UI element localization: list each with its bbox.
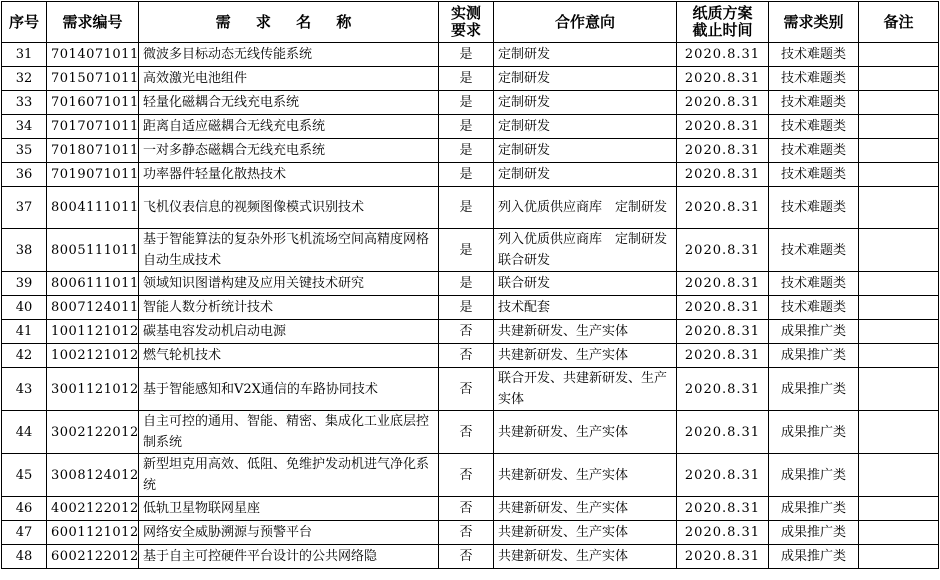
header-test: 实测 要求	[439, 2, 494, 43]
cell-category: 技术难题类	[769, 139, 859, 163]
cell-remark	[859, 344, 939, 368]
cell-name: 一对多静态磁耦合无线充电系统	[139, 139, 439, 163]
table-row	[2, 163, 939, 187]
table-row	[2, 272, 939, 296]
cell-seq: 37	[2, 187, 47, 229]
cell-seq: 38	[2, 229, 47, 272]
cell-deadline: 2020.8.31	[677, 296, 769, 320]
table-body	[2, 43, 939, 569]
cell-name: 碳基电容发动机启动电源	[139, 320, 439, 344]
table-row	[2, 411, 939, 454]
cell-code: 8005111011	[47, 229, 139, 272]
cell-seq: 35	[2, 139, 47, 163]
cell-name: 基于智能算法的复杂外形飞机流场空间高精度网格自动生成技术	[139, 229, 439, 272]
cell-code: 1001121012	[47, 320, 139, 344]
cell-test: 否	[439, 411, 494, 454]
cell-coop: 列入优质供应商库 定制研发 联合研发	[494, 229, 677, 272]
header-category: 需求类别	[769, 2, 859, 43]
cell-code: 8004111011	[47, 187, 139, 229]
cell-coop: 定制研发	[494, 91, 677, 115]
header-name: 需 求 名 称	[139, 2, 439, 43]
cell-code: 7018071011	[47, 139, 139, 163]
cell-coop: 共建新研发、生产实体	[494, 344, 677, 368]
cell-remark	[859, 163, 939, 187]
cell-coop: 定制研发	[494, 43, 677, 67]
cell-name: 基于自主可控硬件平台设计的公共网络隐	[139, 545, 439, 569]
cell-category: 技术难题类	[769, 91, 859, 115]
cell-deadline: 2020.8.31	[677, 43, 769, 67]
cell-coop: 定制研发	[494, 67, 677, 91]
cell-test: 是	[439, 139, 494, 163]
table-row	[2, 296, 939, 320]
cell-seq: 36	[2, 163, 47, 187]
cell-deadline: 2020.8.31	[677, 229, 769, 272]
cell-category: 成果推广类	[769, 411, 859, 454]
cell-remark	[859, 521, 939, 545]
cell-coop: 共建新研发、生产实体	[494, 454, 677, 497]
cell-test: 否	[439, 521, 494, 545]
cell-seq: 40	[2, 296, 47, 320]
cell-category: 成果推广类	[769, 368, 859, 411]
table-row	[2, 320, 939, 344]
cell-deadline: 2020.8.31	[677, 67, 769, 91]
table-row	[2, 67, 939, 91]
cell-deadline: 2020.8.31	[677, 411, 769, 454]
table-row	[2, 545, 939, 569]
header-coop: 合作意向	[494, 2, 677, 43]
cell-category: 技术难题类	[769, 115, 859, 139]
cell-name: 新型坦克用高效、低阻、免维护发动机进气净化系统	[139, 454, 439, 497]
header-code: 需求编号	[47, 2, 139, 43]
cell-coop: 共建新研发、生产实体	[494, 320, 677, 344]
cell-coop: 联合开发、共建新研发、生产实体	[494, 368, 677, 411]
cell-code: 6001121012	[47, 521, 139, 545]
cell-category: 技术难题类	[769, 272, 859, 296]
cell-name: 距离自适应磁耦合无线充电系统	[139, 115, 439, 139]
cell-test: 否	[439, 344, 494, 368]
header-seq: 序号	[2, 2, 47, 43]
cell-name: 低轨卫星物联网星座	[139, 497, 439, 521]
cell-remark	[859, 368, 939, 411]
cell-deadline: 2020.8.31	[677, 163, 769, 187]
table-row	[2, 368, 939, 411]
table-row	[2, 521, 939, 545]
cell-name: 高效激光电池组件	[139, 67, 439, 91]
cell-deadline: 2020.8.31	[677, 115, 769, 139]
cell-deadline: 2020.8.31	[677, 320, 769, 344]
cell-category: 技术难题类	[769, 229, 859, 272]
cell-category: 成果推广类	[769, 497, 859, 521]
cell-category: 技术难题类	[769, 296, 859, 320]
cell-seq: 44	[2, 411, 47, 454]
cell-test: 否	[439, 320, 494, 344]
cell-code: 3001121012	[47, 368, 139, 411]
cell-seq: 33	[2, 91, 47, 115]
cell-seq: 43	[2, 368, 47, 411]
cell-remark	[859, 115, 939, 139]
cell-deadline: 2020.8.31	[677, 368, 769, 411]
cell-category: 技术难题类	[769, 187, 859, 229]
cell-coop: 共建新研发、生产实体	[494, 521, 677, 545]
cell-code: 8006111011	[47, 272, 139, 296]
cell-code: 4002122012	[47, 497, 139, 521]
header-deadline: 纸质方案 截止时间	[677, 2, 769, 43]
cell-test: 是	[439, 272, 494, 296]
cell-name: 自主可控的通用、智能、精密、集成化工业底层控制系统	[139, 411, 439, 454]
cell-test: 是	[439, 163, 494, 187]
cell-category: 成果推广类	[769, 320, 859, 344]
requirements-table	[1, 1, 939, 569]
cell-name: 基于智能感知和V2X通信的车路协同技术	[139, 368, 439, 411]
cell-seq: 45	[2, 454, 47, 497]
cell-deadline: 2020.8.31	[677, 521, 769, 545]
cell-deadline: 2020.8.31	[677, 272, 769, 296]
cell-name: 智能人数分析统计技术	[139, 296, 439, 320]
table-row	[2, 91, 939, 115]
cell-remark	[859, 320, 939, 344]
cell-coop: 共建新研发、生产实体	[494, 411, 677, 454]
cell-deadline: 2020.8.31	[677, 187, 769, 229]
cell-remark	[859, 139, 939, 163]
cell-seq: 34	[2, 115, 47, 139]
cell-deadline: 2020.8.31	[677, 545, 769, 569]
cell-remark	[859, 272, 939, 296]
cell-name: 轻量化磁耦合无线充电系统	[139, 91, 439, 115]
cell-test: 否	[439, 454, 494, 497]
cell-category: 成果推广类	[769, 344, 859, 368]
cell-deadline: 2020.8.31	[677, 454, 769, 497]
cell-code: 7015071011	[47, 67, 139, 91]
table-row	[2, 139, 939, 163]
header-remark: 备注	[859, 2, 939, 43]
cell-remark	[859, 545, 939, 569]
cell-code: 7019071011	[47, 163, 139, 187]
cell-deadline: 2020.8.31	[677, 344, 769, 368]
cell-test: 否	[439, 368, 494, 411]
cell-remark	[859, 67, 939, 91]
cell-seq: 32	[2, 67, 47, 91]
table-row	[2, 497, 939, 521]
cell-category: 成果推广类	[769, 454, 859, 497]
cell-coop: 联合研发	[494, 272, 677, 296]
cell-test: 是	[439, 187, 494, 229]
cell-code: 7016071011	[47, 91, 139, 115]
cell-test: 是	[439, 229, 494, 272]
cell-category: 技术难题类	[769, 163, 859, 187]
cell-seq: 42	[2, 344, 47, 368]
table-row	[2, 229, 939, 272]
cell-remark	[859, 454, 939, 497]
cell-coop: 共建新研发、生产实体	[494, 545, 677, 569]
cell-category: 成果推广类	[769, 521, 859, 545]
cell-remark	[859, 296, 939, 320]
cell-name: 网络安全威胁溯源与预警平台	[139, 521, 439, 545]
cell-coop: 列入优质供应商库 定制研发	[494, 187, 677, 229]
cell-category: 技术难题类	[769, 43, 859, 67]
cell-coop: 定制研发	[494, 163, 677, 187]
cell-category: 技术难题类	[769, 67, 859, 91]
cell-name: 领域知识图谱构建及应用关键技术研究	[139, 272, 439, 296]
cell-code: 7017071011	[47, 115, 139, 139]
cell-code: 3002122012	[47, 411, 139, 454]
table-row	[2, 344, 939, 368]
header-row	[2, 2, 939, 43]
cell-remark	[859, 43, 939, 67]
cell-test: 否	[439, 497, 494, 521]
cell-deadline: 2020.8.31	[677, 497, 769, 521]
cell-coop: 定制研发	[494, 115, 677, 139]
cell-test: 是	[439, 67, 494, 91]
cell-seq: 46	[2, 497, 47, 521]
cell-code: 7014071011	[47, 43, 139, 67]
table-row	[2, 115, 939, 139]
cell-code: 8007124011	[47, 296, 139, 320]
cell-seq: 39	[2, 272, 47, 296]
cell-remark	[859, 229, 939, 272]
cell-test: 是	[439, 43, 494, 67]
cell-coop: 技术配套	[494, 296, 677, 320]
cell-test: 是	[439, 91, 494, 115]
cell-name: 燃气轮机技术	[139, 344, 439, 368]
cell-seq: 47	[2, 521, 47, 545]
table-row	[2, 454, 939, 497]
cell-test: 是	[439, 296, 494, 320]
cell-seq: 31	[2, 43, 47, 67]
cell-code: 3008124012	[47, 454, 139, 497]
cell-name: 飞机仪表信息的视频图像模式识别技术	[139, 187, 439, 229]
cell-category: 成果推广类	[769, 545, 859, 569]
table-row	[2, 187, 939, 229]
cell-name: 功率器件轻量化散热技术	[139, 163, 439, 187]
cell-seq: 41	[2, 320, 47, 344]
cell-name: 微波多目标动态无线传能系统	[139, 43, 439, 67]
cell-deadline: 2020.8.31	[677, 91, 769, 115]
cell-test: 否	[439, 545, 494, 569]
cell-remark	[859, 411, 939, 454]
cell-remark	[859, 91, 939, 115]
cell-remark	[859, 187, 939, 229]
cell-code: 6002122012	[47, 545, 139, 569]
cell-code: 1002121012	[47, 344, 139, 368]
cell-test: 是	[439, 115, 494, 139]
cell-deadline: 2020.8.31	[677, 139, 769, 163]
table-row	[2, 43, 939, 67]
cell-remark	[859, 497, 939, 521]
cell-coop: 共建新研发、生产实体	[494, 497, 677, 521]
cell-coop: 定制研发	[494, 139, 677, 163]
cell-seq: 48	[2, 545, 47, 569]
